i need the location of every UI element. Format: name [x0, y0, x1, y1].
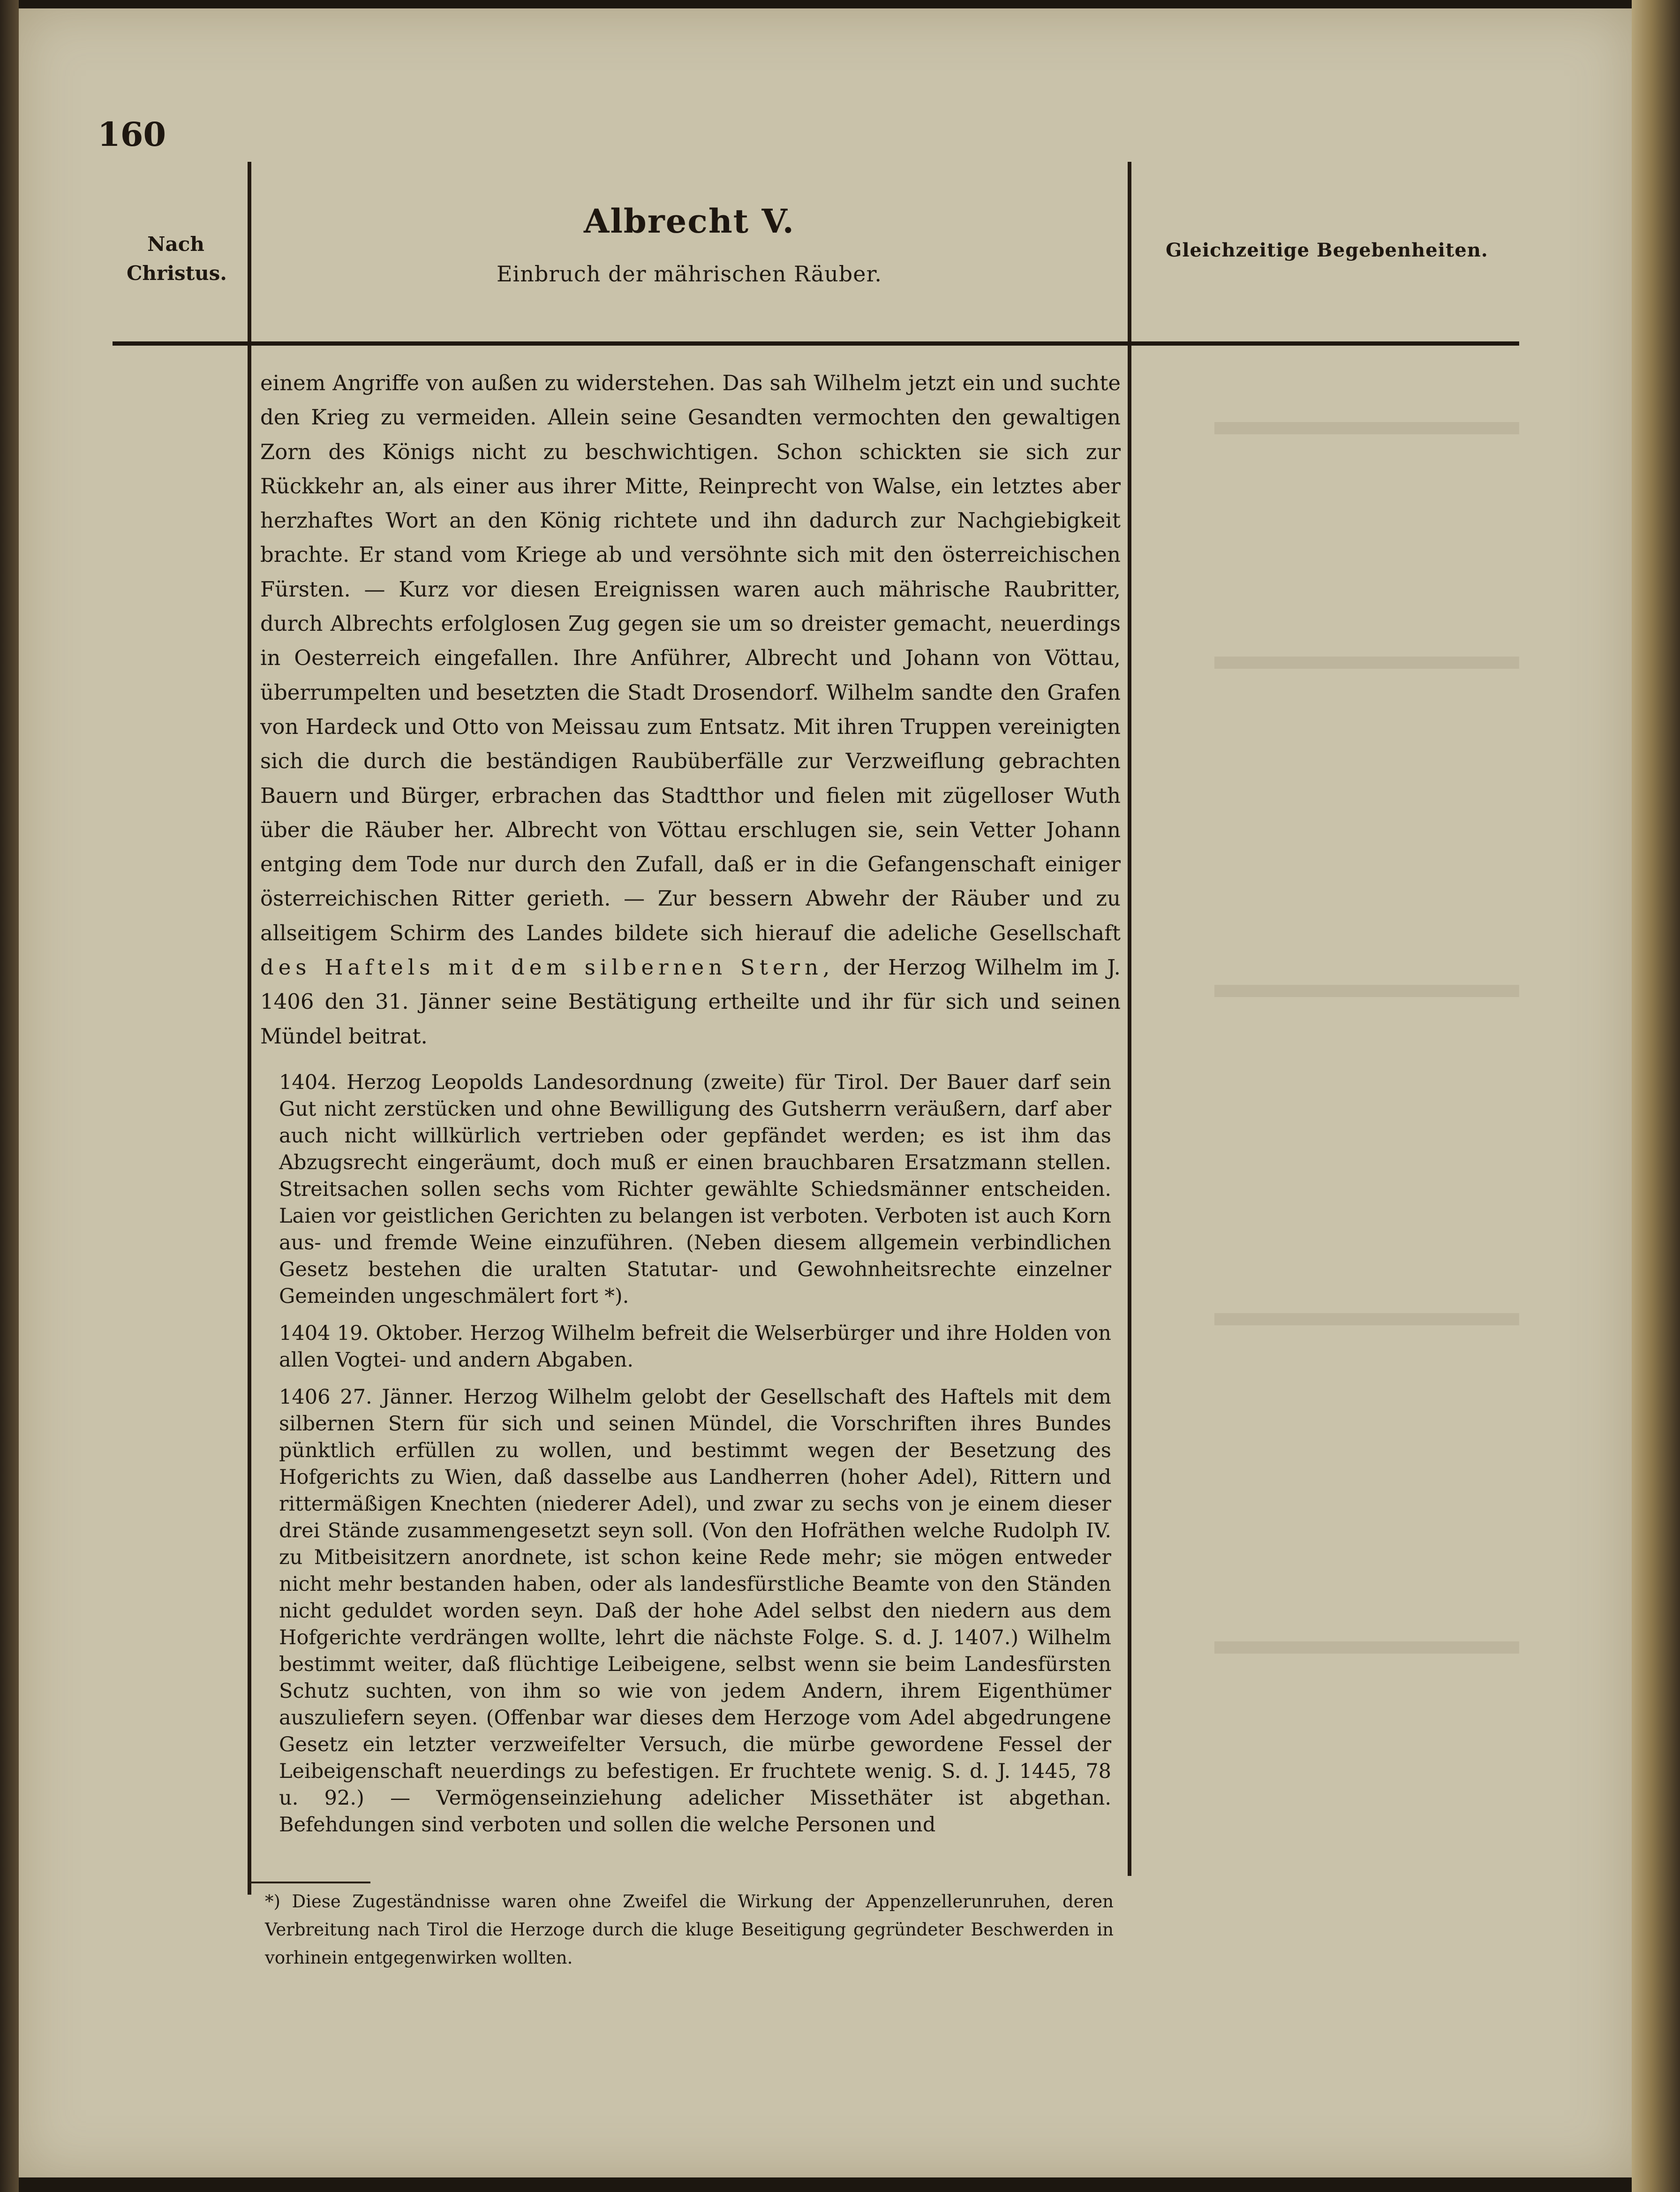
page-number: 160: [98, 115, 166, 154]
chronology-entry: [279, 1320, 1111, 1374]
entry-emphasis: landesfürstliche: [680, 1572, 844, 1596]
entry-emphasis: flüchtige Leibeigene,: [509, 1653, 727, 1676]
chapter-title: Albrecht V.: [584, 202, 795, 241]
chronology-entry: [279, 1069, 1111, 1310]
contemporary-events-header: Gleichzeitige Begebenheiten.: [1166, 239, 1488, 261]
entry-emphasis: Tirol.: [835, 1071, 889, 1094]
entry-text: und ihre Holden von allen Vogtei- und andern Abgaben.: [279, 1322, 1111, 1372]
entry-text: [727, 1653, 735, 1676]
entry-date: 1404.: [279, 1071, 337, 1094]
entry-emphasis: rittermäßigen Knechten: [279, 1492, 527, 1516]
entry-text: welche Rudolph IV. zu Mitbeisitzern anordnete, ist schon keine Rede mehr; sie mögen entweder nicht mehr bestanden haben, oder als: [279, 1519, 1111, 1596]
entry-text: von ihm so wie von jedem Andern, ihrem Eigenthümer auszuliefern seyen. (Offenbar war dieses dem Herzoge vom Adel abgedrungene Gesetz ein letzter verzweifelter Versuch, die mürbe gewordene Fessel der Leibeigenschaft neuerdings zu befestigen. Er fruchtete wenig. S. d. J. 1445, 78 u. 92.) — Vermögenseinziehung adelicher Missethäter ist abgethan. Befehdungen sind verboten und sollen die welche Personen und: [279, 1679, 1111, 1837]
header-rule: [113, 341, 1519, 346]
book-gutter: [0, 0, 19, 2192]
entry-text: Beamte von den Ständen nicht geduldet worden seyn. Daß der hohe Adel selbst den niedern aus dem Hofgerichte verdrängen wollte, lehrt die nächste Folge. S. d. J. 1407.) Wilhelm bestimmt weiter, daß: [279, 1572, 1112, 1676]
entry-text: (niederer Adel), und zwar zu sechs von je einem dieser drei Stände zusammengesetzt seyn soll. (Von den: [279, 1492, 1111, 1542]
right-column-rule: [1128, 162, 1131, 1876]
entry-text: Herzog Wilhelm befreit die: [463, 1322, 755, 1345]
footnote-rule: [249, 1882, 370, 1883]
year-column-header-line-1: Nach: [147, 233, 204, 256]
entry-text: zu Wien, daß dasselbe aus: [399, 1466, 709, 1489]
footnote: *) Diese Zugeständnisse waren ohne Zweifel die Wirkung der Appenzellerunruhen, deren Verbreitung nach Tirol die Herzoge durch die kluge Beseitigung gegründeter Beschwerden in vorhinein entgegenwirken wollten.: [265, 1891, 1114, 1968]
show-through-text: [1214, 985, 1519, 997]
entry-date: 1406 27. Jänner.: [279, 1385, 454, 1409]
show-through-text: [1214, 422, 1519, 434]
entry-emphasis: Hofräthen: [800, 1519, 905, 1542]
chronology-entry: [279, 1384, 1111, 1838]
entry-text: (hoher Adel),: [829, 1466, 989, 1489]
show-through-text: [1214, 1641, 1519, 1654]
chronology-entries: [279, 1069, 1111, 1849]
entry-emphasis: Rittern: [989, 1466, 1062, 1489]
entry-emphasis: Hofgerichts: [279, 1466, 400, 1489]
chapter-header: [253, 202, 1125, 287]
show-through-text: [1214, 1313, 1519, 1325]
page-edge: [1632, 0, 1680, 2192]
entry-emphasis: selbst wenn sie beim Landesfürsten Schutz suchten,: [279, 1653, 1111, 1703]
year-column-header-line-2: Christus.: [127, 262, 227, 285]
show-through-text: [1214, 657, 1519, 669]
narrative-text: [260, 366, 1121, 1053]
left-column-rule: [248, 162, 251, 1895]
entry-emphasis: Landherren: [708, 1466, 829, 1489]
entry-text: Herzog Leopolds Landesordnung (zweite) für: [337, 1071, 835, 1094]
entry-text: und: [1062, 1466, 1111, 1489]
entry-date: 1404 19. Oktober.: [279, 1322, 464, 1345]
narrative-emphasis: des Haftels mit dem silbernen Stern,: [260, 955, 835, 980]
entry-text: Der Bauer darf sein Gut nicht zerstücken und ohne Bewilligung des Gutsherrn veräußern, darf aber auch nicht willkürlich vertrieben oder gepfändet werden; es ist ihm das Abzugsrecht eingeräumt, doch muß er einen brauchbaren Ersatzmann stellen. Streitsachen sollen sechs vom Richter gewählte Schiedsmänner entscheiden. Laien vor geistlichen Gerichten zu belangen ist verboten. Verboten ist auch Korn aus- und fremde Weine einzuführen. (Neben diesem allgemein verbindlichen Gesetz bestehen die uralten Statutar- und Gewohnheitsrechte einzelner Gemeinden ungeschmälert fort *).: [279, 1071, 1111, 1308]
year-column-header: [127, 230, 225, 288]
narrative-part: einem Angriffe von außen zu widerstehen. Das sah Wilhelm jetzt ein und suchte den Krieg zu vermeiden. Allein seine Gesandten vermochten den gewaltigen Zorn des Königs nicht zu beschwichtigen. Schon schickten sie sich zur Rückkehr an, als einer aus ihrer Mitte, Reinprecht von Walse, ein letztes aber herzhaftes Wort an den König richtete und ihn dadurch zur Nachgiebigkeit brachte. Er stand vom Kriege ab und versöhnte sich mit den österreichischen Fürsten. — Kurz vor diesen Ereignissen waren auch mährische Raubritter, durch Albrechts erfolglosen Zug gegen sie um so dreister gemacht, neuerdings in Oesterreich eingefallen. Ihre Anführer, Albrecht und Johann von Vöttau, überrumpelten und besetzten die Stadt Drosendorf. Wilhelm sandte den Grafen von Hardeck und Otto von Meissau zum Entsatz. Mit ihren Truppen vereinigten sich die durch die beständigen Raubüberfälle zur Verzweiflung gebrachten Bauern und Bürger, erbrachen das Stadtthor und fielen mit zügelloser Wuth über die Räuber her. Albrecht von Vöttau erschlugen sie, sein Vetter Johann entging dem Tode nur durch den Zufall, daß er in die Gefangenschaft einiger österreichischen Ritter gerieth. — Zur bessern Abwehr der Räuber und zu allseitigem Schirm des Landes bildete sich hierauf die adeliche Gesellschaft: [260, 370, 1121, 945]
narrative-part: der Herzog Wilhelm im J. 1406 den 31. Jänner seine Bestätigung ertheilte und ihr für sich und seinen Mündel beitrat.: [260, 955, 1121, 1049]
entry-text: Herzog Wilhelm gelobt der Gesellschaft des Haftels mit dem silbernen Stern für sich und seinen Mündel, die Vorschriften ihres Bundes pünktlich erfüllen zu wollen, und bestimmt wegen der Besetzung des: [279, 1385, 1111, 1462]
entry-emphasis: Welserbürger: [754, 1322, 895, 1345]
chapter-subtitle: Einbruch der mährischen Räuber.: [496, 261, 882, 287]
